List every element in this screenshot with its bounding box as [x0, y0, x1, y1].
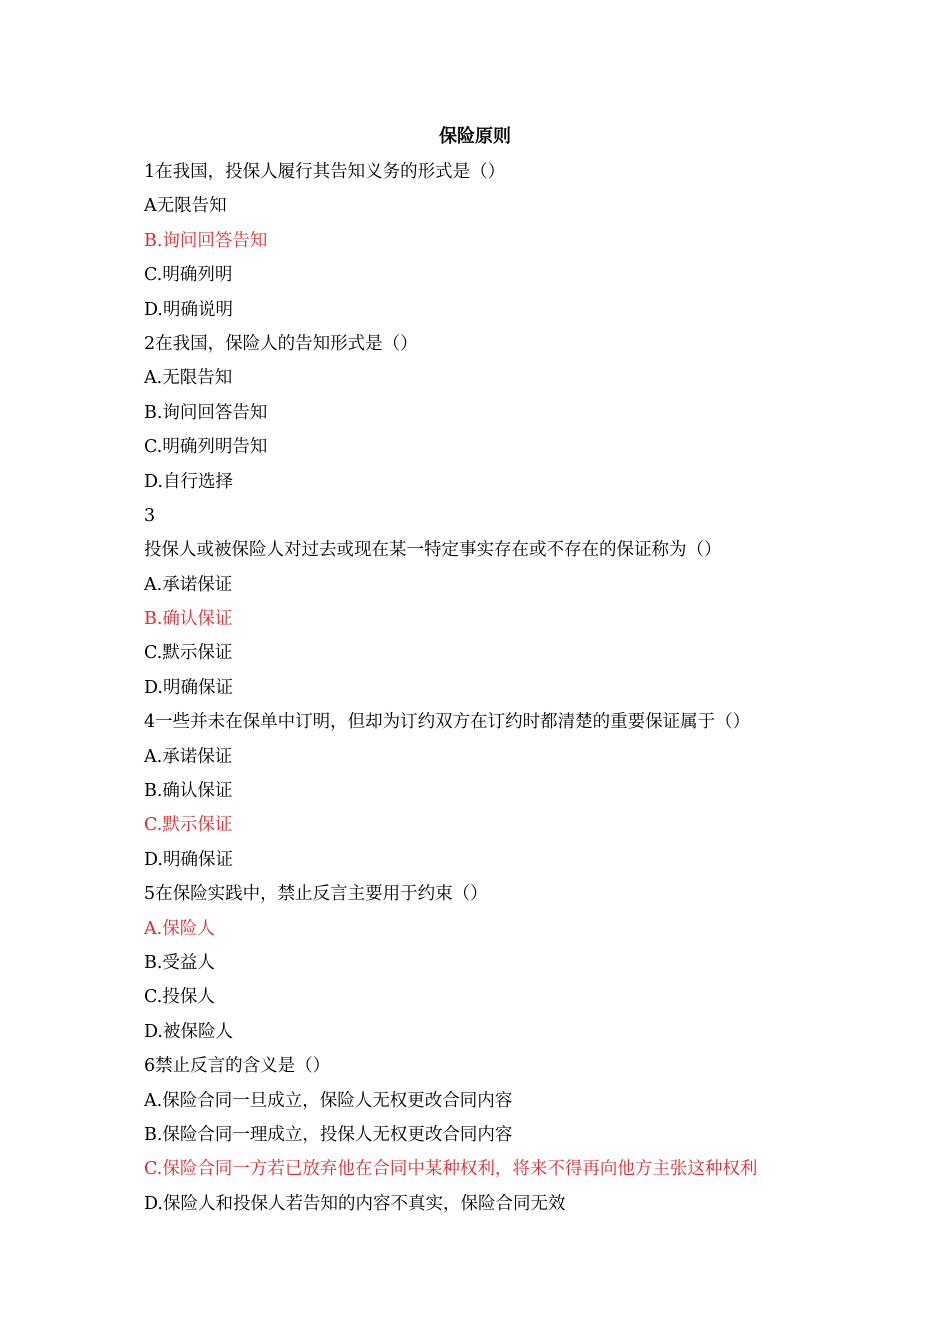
text-line: D.被保险人 — [144, 1021, 233, 1042]
text-line: B.询问回答告知 — [144, 402, 268, 423]
text-line: 5在保险实践中，禁止反言主要用于约束（） — [144, 884, 488, 905]
text-line: D.明确说明 — [144, 299, 233, 320]
text-line: B.确认保证 — [144, 781, 233, 802]
text-line: C.默示保证 — [144, 643, 233, 664]
text-line: 6禁止反言的含义是（） — [144, 1056, 331, 1077]
text-line: A.承诺保证 — [144, 746, 233, 767]
text-line: B.受益人 — [144, 952, 215, 973]
text-line: D.明确保证 — [144, 849, 233, 870]
text-line: A.保险合同一旦成立，保险人无权更改合同内容 — [144, 1090, 513, 1111]
text-line: 4一些并未在保单中订明，但却为订约双方在订约时都清楚的重要保证属于（） — [144, 712, 751, 733]
page-title: 保险原则 — [439, 126, 511, 147]
text-line: B.保险合同一理成立，投保人无权更改合同内容 — [144, 1124, 513, 1145]
answer-line: B.确认保证 — [144, 609, 233, 630]
text-line: D.自行选择 — [144, 471, 233, 492]
text-line: A.承诺保证 — [144, 574, 233, 595]
text-line: A.无限告知 — [144, 368, 233, 389]
question-list — [144, 155, 844, 1221]
text-line: D.明确保证 — [144, 677, 233, 698]
text-line: 1在我国，投保人履行其告知义务的形式是（） — [144, 162, 506, 182]
text-line: C.投保人 — [144, 987, 215, 1008]
answer-line: A.保险人 — [144, 918, 215, 939]
text-line: 投保人或被保险人对过去或现在某一特定事实存在或不存在的保证称为（） — [144, 540, 722, 561]
answer-line: B.询问回答告知 — [144, 230, 268, 251]
answer-line: C.保险合同一方若已放弃他在合同中某种权利，将来不得再向他方主张这种权利 — [144, 1159, 758, 1180]
text-line: 2在我国，保险人的告知形式是（） — [144, 333, 418, 354]
text-line: D.保险人和投保人若告知的内容不真实，保险合同无效 — [144, 1193, 566, 1214]
answer-line: C.默示保证 — [144, 815, 233, 836]
text-line: 3 — [144, 505, 156, 526]
text-line: A无限告知 — [144, 196, 227, 217]
text-line: C.明确列明 — [144, 265, 233, 286]
text-line: C.明确列明告知 — [144, 437, 268, 458]
